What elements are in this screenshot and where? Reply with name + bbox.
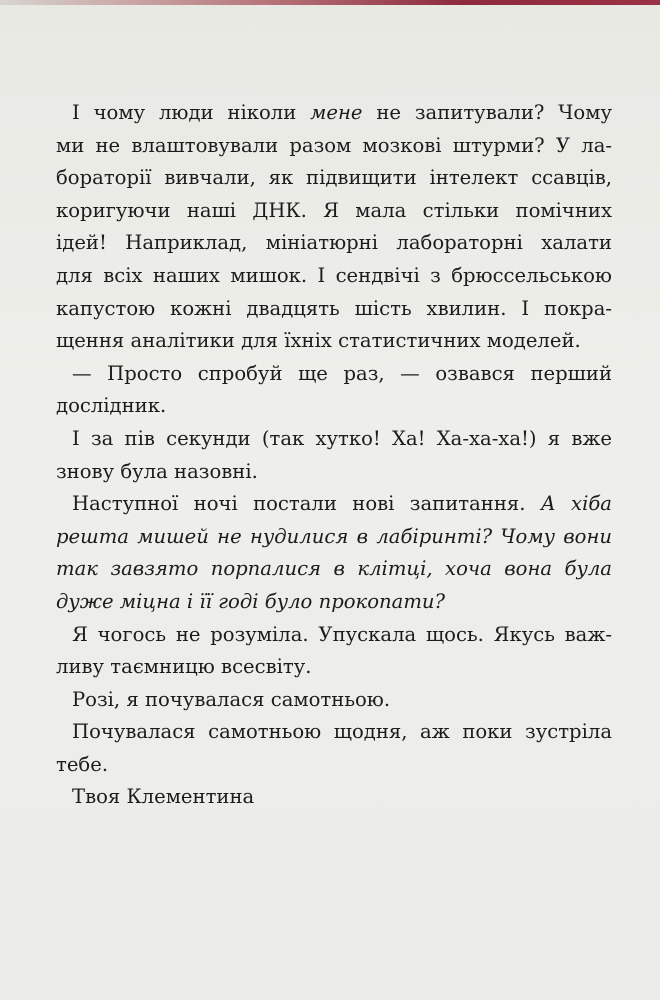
text-line — [56, 130, 612, 163]
text-line — [72, 97, 612, 130]
paragraph — [56, 423, 612, 488]
body-text — [56, 97, 612, 814]
text-line — [56, 586, 612, 619]
text-run: Розі, я почувалася самотньою. — [72, 687, 391, 711]
text-line — [56, 227, 612, 260]
text-run: бораторії вивчали, як підвищити інтелект ссавців, — [56, 166, 612, 190]
italic-text-run: так завзято порпалися в клітці, хоча вона була — [56, 557, 612, 581]
text-run: знову була назовні. — [56, 459, 258, 483]
text-line — [56, 390, 612, 423]
text-line — [56, 749, 612, 782]
paragraph — [56, 716, 612, 781]
text-line — [56, 293, 612, 326]
text-line — [56, 553, 612, 586]
text-line — [72, 423, 612, 456]
italic-text-run: решта мишей не нудилися в лабіринті? Чому вони — [56, 524, 612, 548]
text-line — [56, 195, 612, 228]
text-run: дослідник. — [56, 394, 167, 418]
text-run: тебе. — [56, 752, 109, 776]
page-top-edge — [0, 0, 660, 5]
text-line — [56, 162, 612, 195]
text-run: Почувалася самотньою щодня, аж поки зустріла — [72, 720, 612, 744]
paragraph — [56, 358, 612, 423]
text-line — [72, 716, 612, 749]
text-line — [56, 456, 612, 489]
text-line — [56, 260, 612, 293]
text-run: І за пів секунди (так хутко! Ха! Ха-ха-ха!) я вже — [72, 426, 612, 450]
text-line — [56, 521, 612, 554]
paragraph — [56, 488, 612, 618]
text-line — [72, 488, 612, 521]
text-run: І чому люди ніколи — [72, 101, 311, 124]
paragraph — [56, 97, 612, 358]
text-line — [56, 325, 612, 358]
paragraph — [56, 619, 612, 684]
text-run: — Просто спробуй ще раз, — озвався перший — [72, 361, 612, 385]
italic-text-run: А хіба — [540, 492, 612, 516]
text-line — [72, 619, 612, 652]
italic-text-run: дуже міцна і її годі було прокопати? — [56, 589, 446, 613]
text-run: Я чогось не розуміла. Упускала щось. Якусь важ- — [72, 622, 612, 646]
text-run: коригуючи наші ДНК. Я мала стільки помічних — [56, 198, 612, 222]
text-run: капустою кожні двадцять шість хвилин. І покра- — [56, 296, 612, 320]
text-run: ливу таємницю всесвіту. — [56, 655, 312, 679]
text-run: Наступної ночі постали нові запитання. — [72, 492, 541, 516]
italic-text-run: мене — [310, 101, 363, 124]
text-line — [56, 651, 612, 684]
paragraph — [72, 781, 612, 814]
text-line — [72, 781, 612, 814]
text-run: не запитували? Чому — [362, 101, 612, 124]
text-line — [72, 684, 612, 717]
text-line — [72, 358, 612, 391]
text-run: для всіх наших мишок. І сендвічі з брюссельською — [56, 263, 612, 287]
text-run: ми не влаштовували разом мозкові штурми? У ла- — [56, 133, 612, 157]
paragraph — [72, 684, 612, 717]
text-run: ідей! Наприклад, мініатюрні лабораторні халати — [56, 231, 612, 255]
text-run: Твоя Клементина — [72, 785, 255, 809]
text-run: щення аналітики для їхніх статистичних моделей. — [56, 329, 581, 353]
